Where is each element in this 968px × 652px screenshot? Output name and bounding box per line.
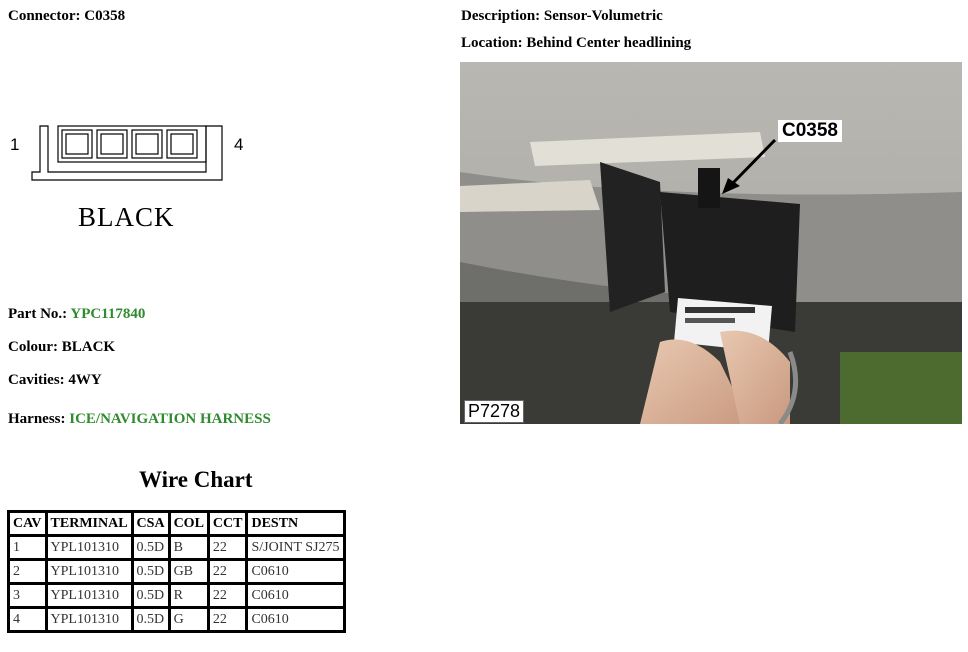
header-terminal: TERMINAL — [46, 512, 132, 536]
connector-face-drawing — [30, 120, 230, 192]
connector-title — [8, 8, 125, 25]
cavity-4-inner — [171, 134, 193, 154]
connector-color-label: BLACK — [78, 202, 175, 232]
description-value: Sensor-Volumetric — [543, 8, 663, 24]
table-row — [9, 536, 345, 560]
part-no-link[interactable]: YPC117840 — [70, 306, 146, 322]
cell-cav: 3 — [9, 584, 47, 608]
part-no-line — [8, 306, 145, 323]
cell-destn: C0610 — [247, 608, 344, 632]
cell-cct: 22 — [208, 584, 247, 608]
cell-col: GB — [169, 560, 208, 584]
table-row — [9, 584, 345, 608]
wire-chart-title: Wire Chart — [139, 467, 253, 492]
cell-cav: 1 — [9, 536, 47, 560]
cell-destn: C0610 — [247, 584, 344, 608]
photo-illustration — [460, 62, 962, 424]
pin-number-right: 4 — [234, 135, 244, 154]
table-row — [9, 608, 345, 632]
header-cav: CAV — [9, 512, 47, 536]
photo-connector-callout: C0358 — [778, 120, 842, 142]
connector-label: Connector: — [8, 8, 81, 24]
cavities-line — [8, 372, 102, 389]
cell-destn: S/JOINT SJ275 — [247, 536, 344, 560]
colour-line — [8, 339, 115, 356]
cell-col: R — [169, 584, 208, 608]
cavities-label: Cavities: — [8, 372, 65, 388]
header-col: COL — [169, 512, 208, 536]
part-no-label: Part No.: — [8, 306, 68, 322]
pin-number-left: 1 — [10, 135, 20, 154]
cell-terminal: YPL101310 — [46, 584, 132, 608]
location-label: Location: — [461, 35, 523, 51]
cell-cav: 2 — [9, 560, 47, 584]
colour-label: Colour: — [8, 339, 58, 355]
harness-label: Harness: — [8, 411, 66, 427]
harness-link[interactable]: ICE/NAVIGATION HARNESS — [69, 411, 271, 427]
cell-cct: 22 — [208, 608, 247, 632]
header-cct: CCT — [208, 512, 247, 536]
cavities-value: 4WY — [68, 372, 102, 388]
cell-col: B — [169, 536, 208, 560]
table-header-row — [9, 512, 345, 536]
cell-csa: 0.5D — [132, 584, 169, 608]
connector-diagram — [8, 120, 248, 240]
description-line — [461, 8, 663, 25]
connector-value: C0358 — [84, 8, 126, 24]
cell-cct: 22 — [208, 560, 247, 584]
description-label: Description: — [461, 8, 541, 24]
cell-cav: 4 — [9, 608, 47, 632]
cell-destn: C0610 — [247, 560, 344, 584]
colour-value: BLACK — [61, 339, 116, 355]
cavity-2-inner — [101, 134, 123, 154]
header-csa: CSA — [132, 512, 169, 536]
cell-cct: 22 — [208, 536, 247, 560]
header-destn: DESTN — [247, 512, 344, 536]
cell-csa: 0.5D — [132, 560, 169, 584]
cell-col: G — [169, 608, 208, 632]
wire-chart-table — [7, 510, 346, 633]
cavity-1-inner — [66, 134, 88, 154]
photo-id-label: P7278 — [464, 400, 524, 423]
harness-line — [8, 411, 271, 428]
cell-csa: 0.5D — [132, 536, 169, 560]
location-photo — [460, 62, 962, 424]
cell-terminal: YPL101310 — [46, 560, 132, 584]
cavity-3-inner — [136, 134, 158, 154]
cell-csa: 0.5D — [132, 608, 169, 632]
location-line — [461, 35, 691, 52]
location-value: Behind Center headlining — [526, 35, 692, 51]
cell-terminal: YPL101310 — [46, 608, 132, 632]
cell-terminal: YPL101310 — [46, 536, 132, 560]
table-row — [9, 560, 345, 584]
